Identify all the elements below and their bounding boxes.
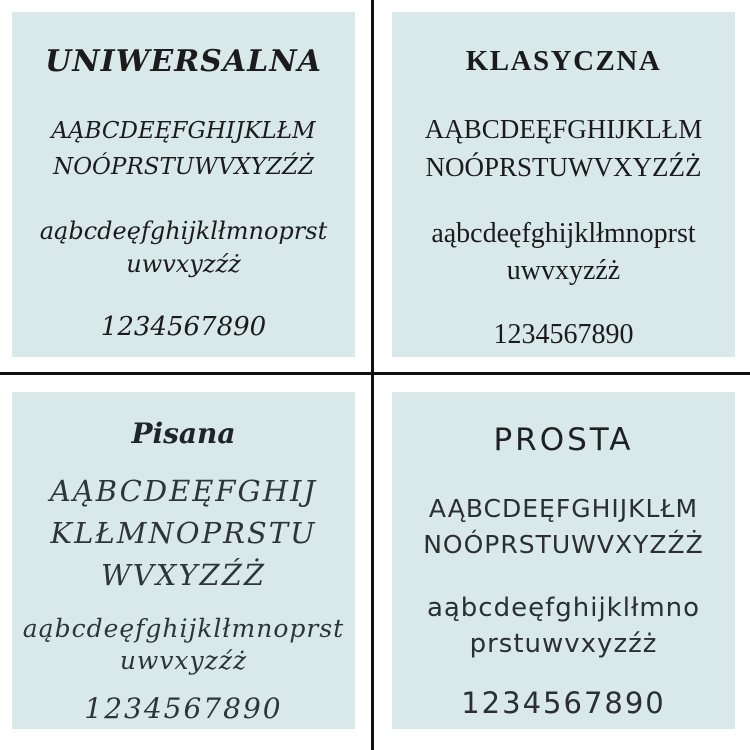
numbers-sample: 1234567890 (461, 686, 666, 721)
font-title-uniwersalna: UNIWERSALNA (45, 44, 322, 79)
sample-line: AĄBCDEĘFGHIJ (49, 473, 318, 508)
sample-line: KLŁMNOPRSTU (50, 515, 317, 550)
sample-line: AĄBCDEĘFGHIJKLŁM (428, 494, 699, 524)
numbers-sample: 1234567890 (100, 312, 267, 343)
sample-line: aąbcdeęfghijklłmnoprst (431, 218, 696, 250)
sample-line: aąbcdeęfghijklłmno (426, 592, 701, 623)
sample-line: NOÓPRSTUWVXYZŹŻ (53, 153, 314, 180)
sample-line: uwvxyzźż (119, 646, 248, 676)
lowercase-sample (12, 613, 355, 678)
sample-line: uwvxyzźż (126, 249, 241, 278)
sample-line: prstuwvxyzźż (469, 628, 658, 659)
sample-line: NOÓPRSTUWVXYZŹŻ (425, 151, 702, 182)
vertical-divider (371, 0, 374, 750)
uppercase-sample (392, 491, 735, 564)
uppercase-sample (392, 111, 735, 187)
sample-line: NOÓPRSTUWVXYZŹŻ (423, 530, 704, 560)
sample-line: aąbcdeęfghijklłmnoprst (39, 217, 328, 246)
uppercase-sample (12, 470, 355, 596)
sample-line: uwvxyzźż (506, 254, 621, 286)
font-sample-panel-uniwersalna (12, 12, 355, 357)
sample-line: WVXYZŹŻ (101, 557, 266, 592)
lowercase-sample (12, 215, 355, 280)
horizontal-divider (0, 372, 750, 375)
font-sample-panel-prosta (392, 392, 735, 729)
sample-line: aąbcdeęfghijklłmnoprst (22, 613, 345, 643)
font-sample-panel-pisana (12, 392, 355, 729)
sample-line: AĄBCDEĘFGHIJKLŁM (424, 113, 703, 144)
numbers-sample: 1234567890 (493, 319, 634, 351)
uppercase-sample (12, 114, 355, 185)
sample-line: AĄBCDEĘFGHIJKLŁM (51, 118, 316, 144)
numbers-sample: 1234567890 (84, 691, 283, 725)
font-title-prosta: PROSTA (493, 422, 634, 458)
font-sample-panel-klasyczna (392, 12, 735, 357)
lowercase-sample (392, 590, 735, 663)
font-title-klasyczna: KLASYCZNA (465, 45, 662, 77)
font-title-pisana: Pisana (131, 417, 236, 450)
lowercase-sample (392, 216, 735, 289)
